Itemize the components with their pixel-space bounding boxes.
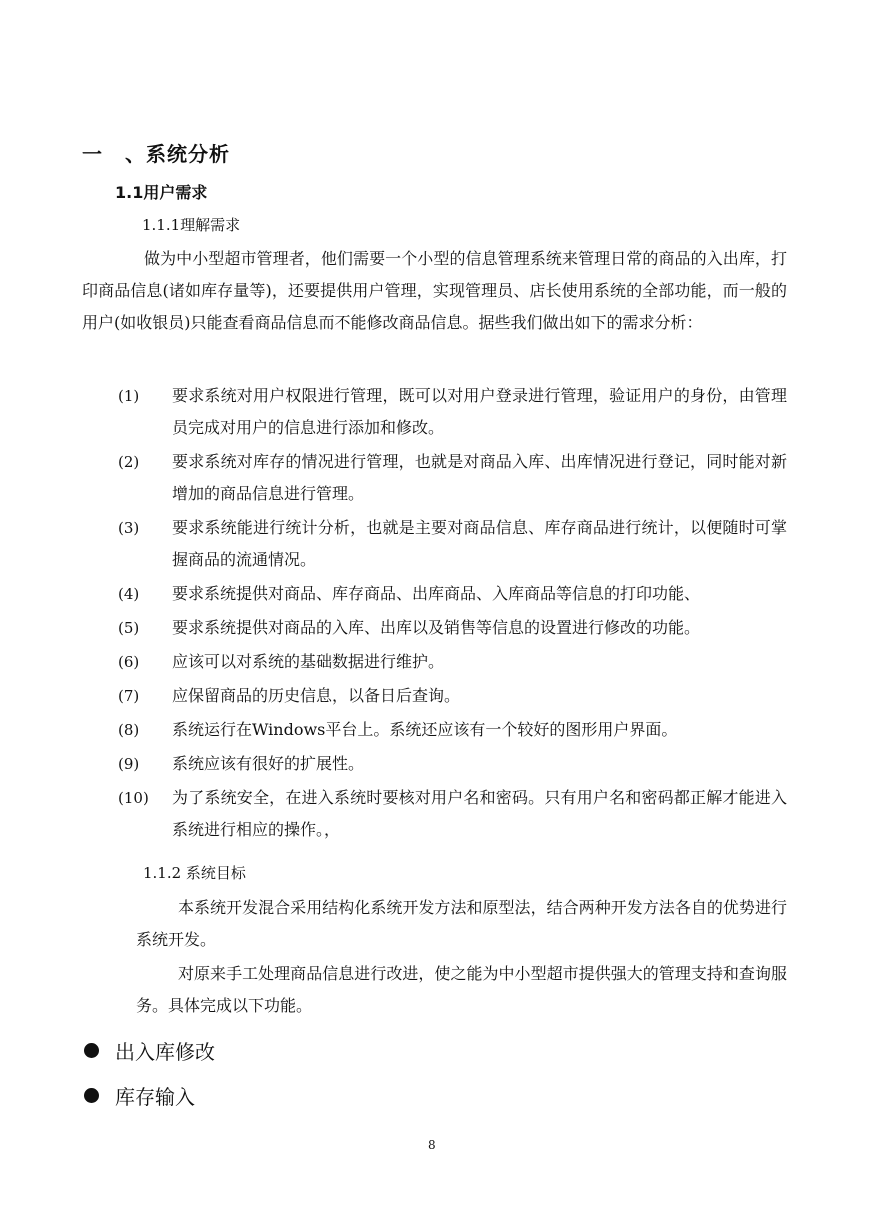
bullet-dot-icon [84,1088,99,1103]
item-number: (2) [118,453,140,471]
bullet-text: 库存输入 [115,1085,195,1109]
list-item [82,380,787,444]
item-text: 要求系统对用户权限进行管理，既可以对用户登录进行管理，验证用户的身份，由管理员完成对用户的信息进行添加和修改。 [172,386,787,437]
item-text: 应该可以对系统的基础数据进行维护。 [172,652,445,671]
bullet-item [84,1081,195,1110]
item-text: 为了系统安全，在进入系统时要核对用户名和密码。只有用户名和密码都正解才能进入系统进行相应的操作。， [172,788,787,839]
goal-paragraph-1 [136,892,787,956]
subsection-heading: 1.1用户需求 [115,183,208,202]
goal-paragraph-2 [136,958,787,1022]
item-text: 系统应该有很好的扩展性。 [172,754,365,773]
item-text: 要求系统提供对商品的入库、出库以及销售等信息的设置进行修改的功能。 [172,618,701,637]
item-number: (4) [118,585,140,603]
item-text: 系统运行在Windows平台上。系统还应该有一个较好的图形用户界面。 [172,720,678,739]
bullet-text: 出入库修改 [115,1040,215,1064]
list-item [82,646,787,678]
bullet-dot-icon [84,1043,99,1058]
section-number: 一 [82,142,103,166]
item-text: 要求系统能进行统计分析，也就是主要对商品信息、库存商品进行统计，以便随时可掌握商品的流通情况。 [172,518,787,569]
goal-text-2: 对原来手工处理商品信息进行改进，使之能为中小型超市提供强大的管理支持和查询服务。具体完成以下功能。 [136,964,787,1015]
item-number: (7) [118,687,140,705]
item-text: 要求系统提供对商品、库存商品、出库商品、入库商品等信息的打印功能、 [172,584,701,603]
sub-heading-goals: 1.1.2 系统目标 [143,864,246,882]
list-item [82,714,787,746]
item-number: (6) [118,653,140,671]
item-number: (5) [118,619,140,637]
page-number: 8 [428,1138,436,1152]
item-number: (8) [118,721,140,739]
list-item [82,512,787,576]
item-number: (10) [118,789,149,807]
list-item [82,612,787,644]
item-number: (9) [118,755,140,773]
section-heading [82,138,230,167]
goal-text-1: 本系统开发混合采用结构化系统开发方法和原型法，结合两种开发方法各自的优势进行系统开发。 [136,898,787,949]
section-title: 、系统分析 [125,142,230,166]
item-number: (1) [118,387,140,405]
requirements-list [82,380,787,848]
intro-paragraph [82,243,787,339]
list-item [82,748,787,780]
list-item [82,782,787,846]
list-item [82,680,787,712]
intro-text: 做为中小型超市管理者，他们需要一个小型的信息管理系统来管理日常的商品的入出库，打印商品信息(诸如库存量等)，还要提供用户管理，实现管理员、店长使用系统的全部功能，而一般的用户(如收银员)只能查看商品信息而不能修改商品信息。据些我们做出如下的需求分析： [82,249,787,332]
bullet-item [84,1036,215,1065]
item-text: 应保留商品的历史信息，以备日后查询。 [172,686,461,705]
item-text: 要求系统对库存的情况进行管理，也就是对商品入库、出库情况进行登记，同时能对新增加的商品信息进行管理。 [172,452,787,503]
item-number: (3) [118,519,140,537]
list-item [82,578,787,610]
list-item [82,446,787,510]
sub-heading-understand: 1.1.1理解需求 [142,216,241,234]
